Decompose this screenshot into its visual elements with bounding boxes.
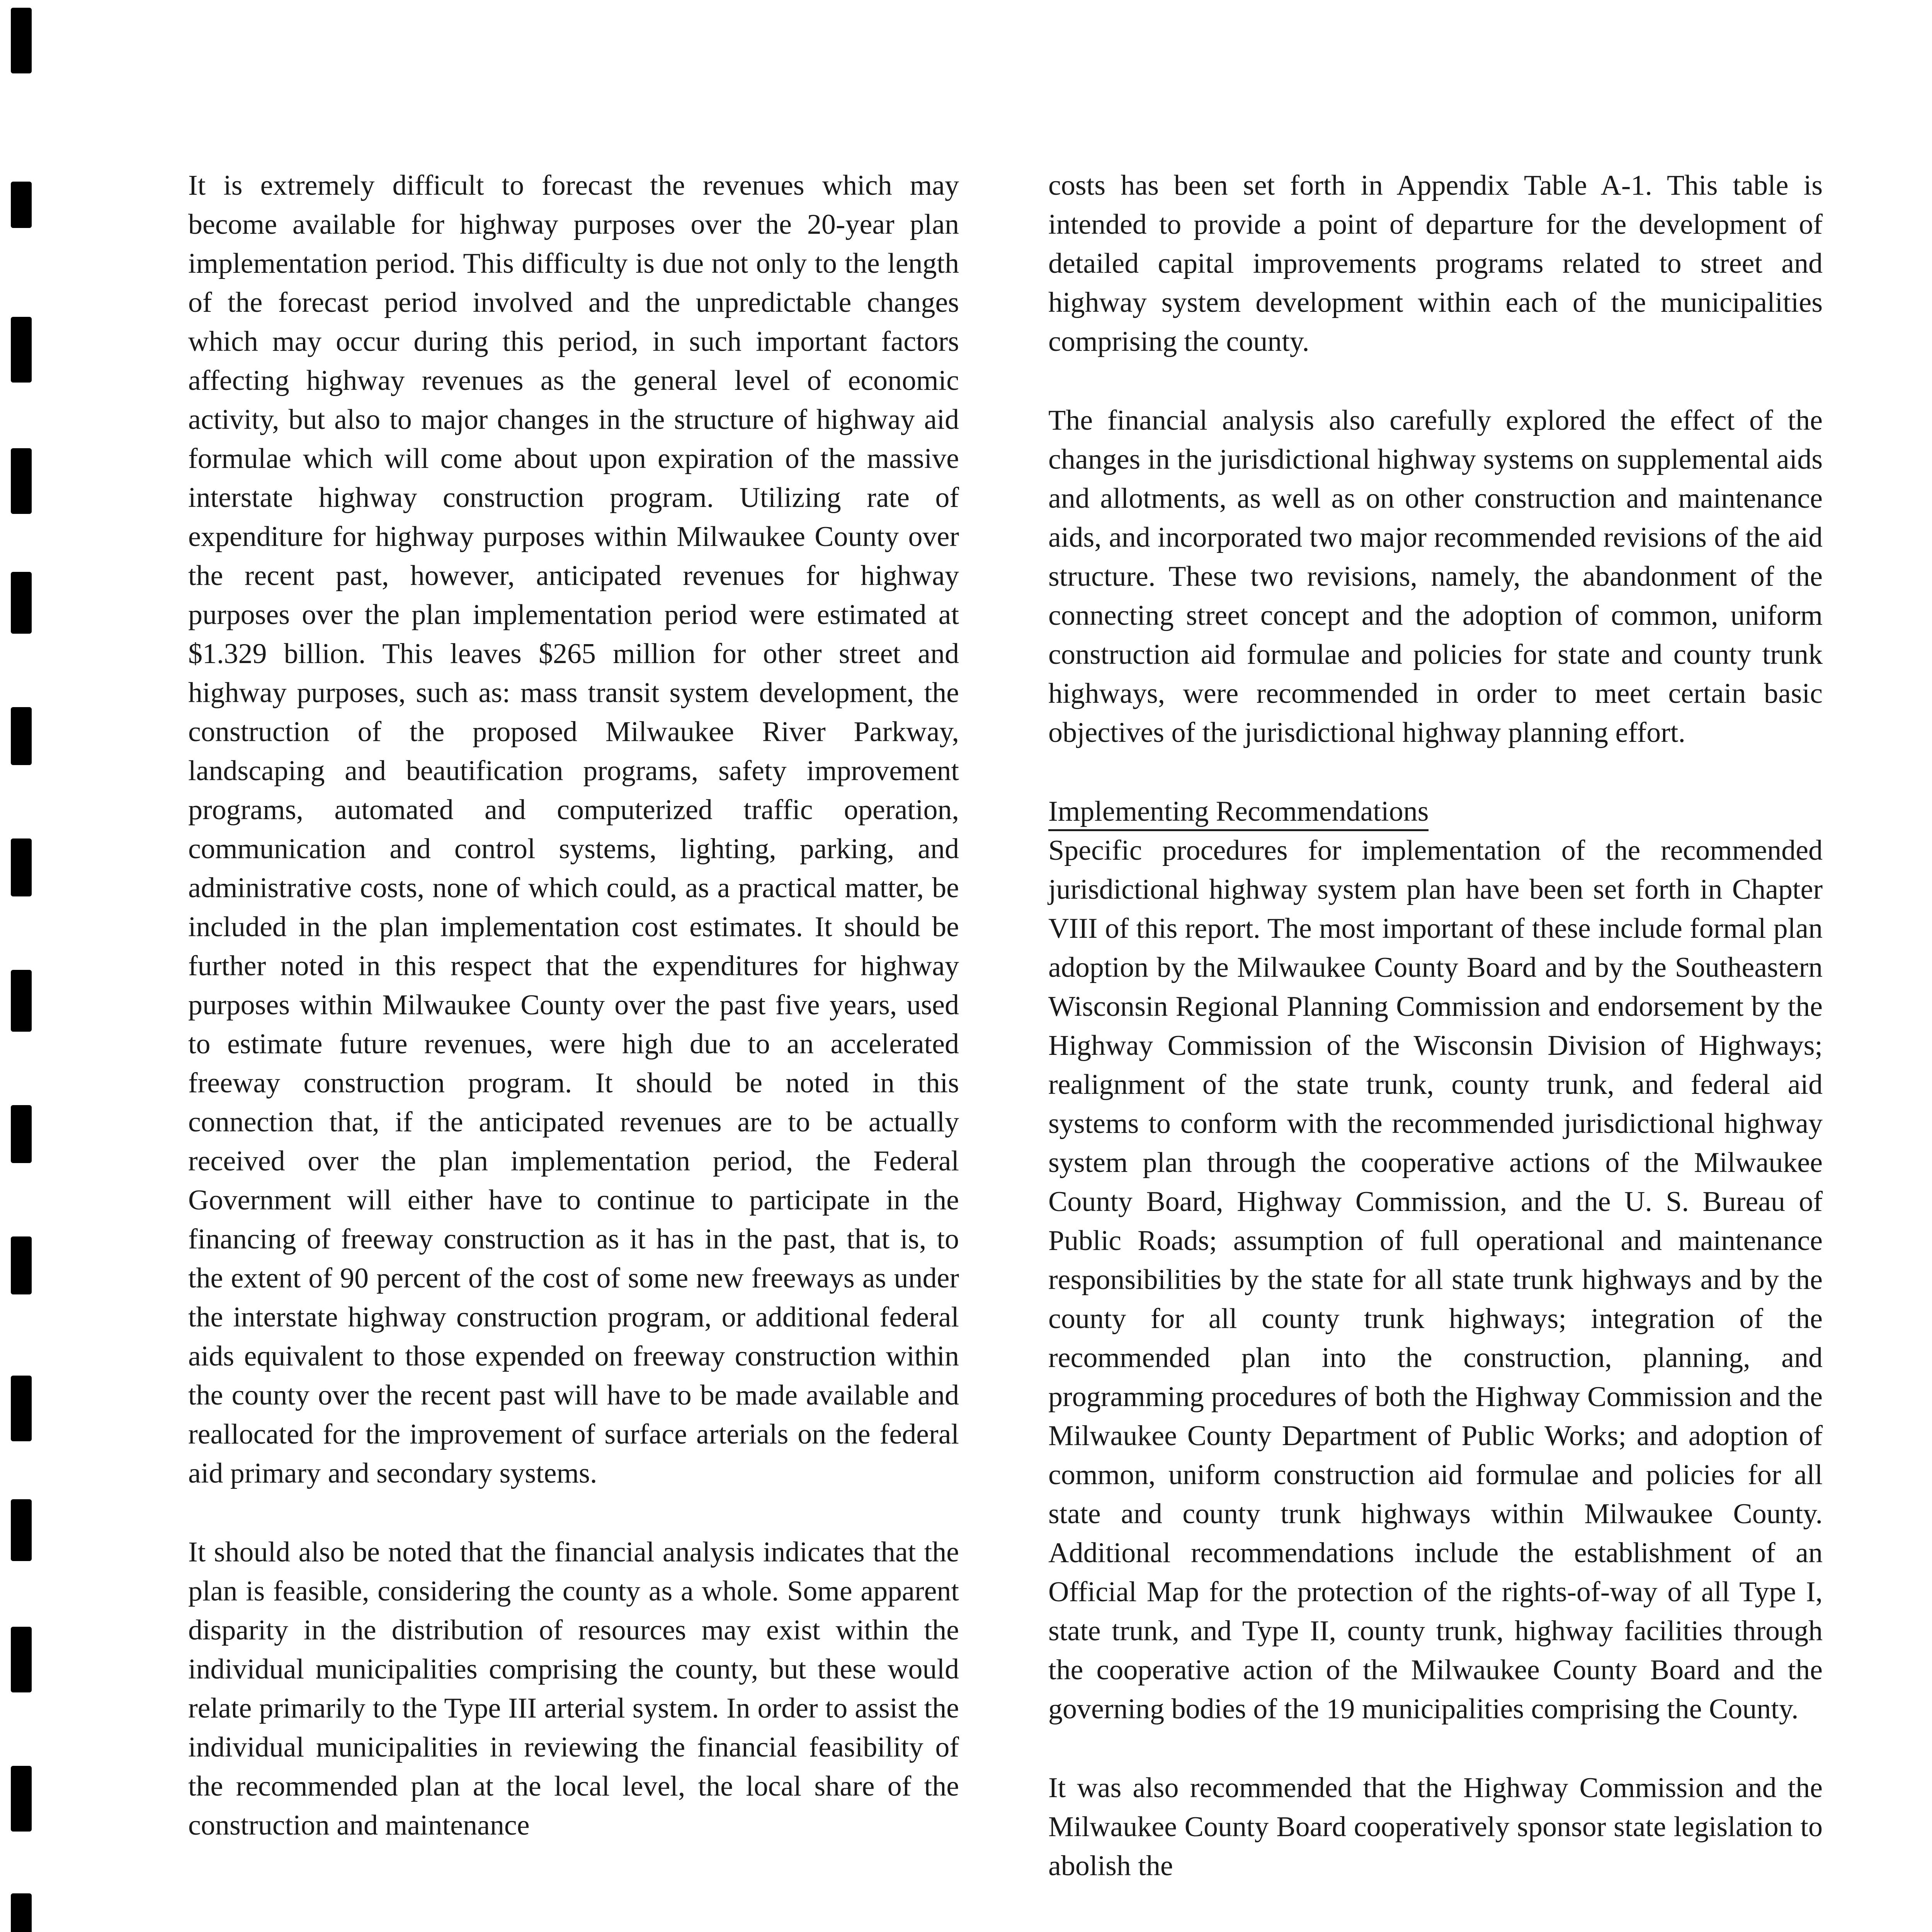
binding-marks [11,0,34,1932]
right-column [1048,166,1823,1925]
binding-mark [11,1627,32,1692]
binding-mark [11,1499,32,1561]
binding-mark [11,182,32,228]
body-paragraph: Specific procedures for implementation of the recommended jurisdictional highway system plan have been set forth in Chapter VIII of this report. The most important of these include formal plan adoption by the Milwaukee County Board and by the Southeastern Wisconsin Regional Planning Commission and endorsement by the Highway Commission of the Wisconsin Division of Highways; realignment of the state trunk, county trunk, and federal aid systems to conform with the recommended jurisdictional highway system plan through the cooperative actions of the Milwaukee County Board, Highway Commission, and the U. S. Bureau of Public Roads; assumption of full operational and maintenance responsibilities by the state for all state trunk highways and by the county for all county trunk highways; integration of the recommended plan into the construction, planning, and programming procedures of both the Highway Commission and the Milwaukee County Department of Public Works; and adoption of common, uniform construction aid formulae and policies for all state and county trunk highways within Milwaukee County. Additional recommendations include the establishment of an Official Map for the protection of the rights-of-way of all Type I, state trunk, and Type II, county trunk, highway facilities through the cooperative action of the Milwaukee County Board and the governing bodies of the 19 municipalities comprising the County. [1048,835,1823,1725]
binding-mark [11,1236,32,1294]
binding-mark [11,448,32,514]
section-heading: Implementing Recommendations [1048,794,1429,831]
binding-mark [11,8,32,73]
binding-mark [11,970,32,1032]
body-paragraph: It is extremely difficult to forecast the revenues which may become available for highway purposes over the 20-year plan implementation period. This difficulty is due not only to the length of the forecast period involved and the unpredictable changes which may occur during this period, in such important factors affecting highway revenues as the general level of economic activity, but also to major changes in the structure of highway aid formulae which will come about upon expiration of the massive interstate highway construction program. Utilizing rate of expenditure for highway purposes within Milwaukee County over the recent past, however, anticipated revenues for highway purposes over the plan implementation period were estimated at $1.329 billion. This leaves $265 million for other street and highway purposes, such as: mass transit system development, the construction of the proposed Milwaukee River Parkway, landscaping and beautification programs, safety improvement programs, automated and computerized traffic operation, communication and control systems, lighting, parking, and administrative costs, none of which could, as a practical matter, be included in the plan implementation cost estimates. It should be further noted in this respect that the expenditures for highway purposes within Milwaukee County over the past five years, used to estimate future revenues, were high due to an accelerated freeway construction program. It should be noted in this connection that, if the anticipated revenues are to be actually received over the plan implementation period, the Federal Government will either have to continue to participate in the financing of freeway construction as it has in the past, that is, to the extent of 90 percent of the cost of some new freeways as under the interstate highway construction program, or additional federal aids equivalent to those expended on freeway construction within the county over the recent past will have to be made available and reallocated for the improvement of surface arterials on the federal aid primary and secondary systems. [188,170,959,1489]
body-paragraph: It was also recommended that the Highway Commission and the Milwaukee County Board cooperatively sponsor state legislation to abolish the [1048,1772,1823,1882]
body-paragraph: The financial analysis also carefully explored the effect of the changes in the jurisdictional highway systems on supplemental aids and allotments, as well as on other construction and maintenance aids, and incorporated two major recommended revisions of the aid structure. These two revisions, namely, the abandonment of the connecting street concept and the adoption of common, uniform construction aid formulae and policies for state and county trunk highways, were recommended in order to meet certain basic objectives of the jurisdictional highway planning effort. [1048,405,1823,748]
binding-mark [11,707,32,765]
binding-mark [11,1105,32,1163]
binding-mark [11,1893,32,1932]
binding-mark [11,1376,32,1441]
binding-mark [11,572,32,634]
section-heading-wrap [1048,792,1823,831]
body-paragraph: costs has been set forth in Appendix Table A-1. This table is intended to provide a point of departure for the development of detailed capital improvements programs related to street and highway system development within each of the municipalities comprising the county. [1048,170,1823,357]
body-paragraph: It should also be noted that the financial analysis indicates that the plan is feasible, considering the county as a whole. Some apparent disparity in the distribution of resources may exist within the individual municipalities comprising the county, but these would relate primarily to the Type III arterial system. In order to assist the individual municipalities in reviewing the financial feasibility of the recommended plan at the local level, the local share of the construction and maintenance [188,1536,959,1841]
binding-mark [11,1766,32,1832]
binding-mark [11,838,32,896]
binding-mark [11,317,32,383]
left-column [188,166,959,1885]
